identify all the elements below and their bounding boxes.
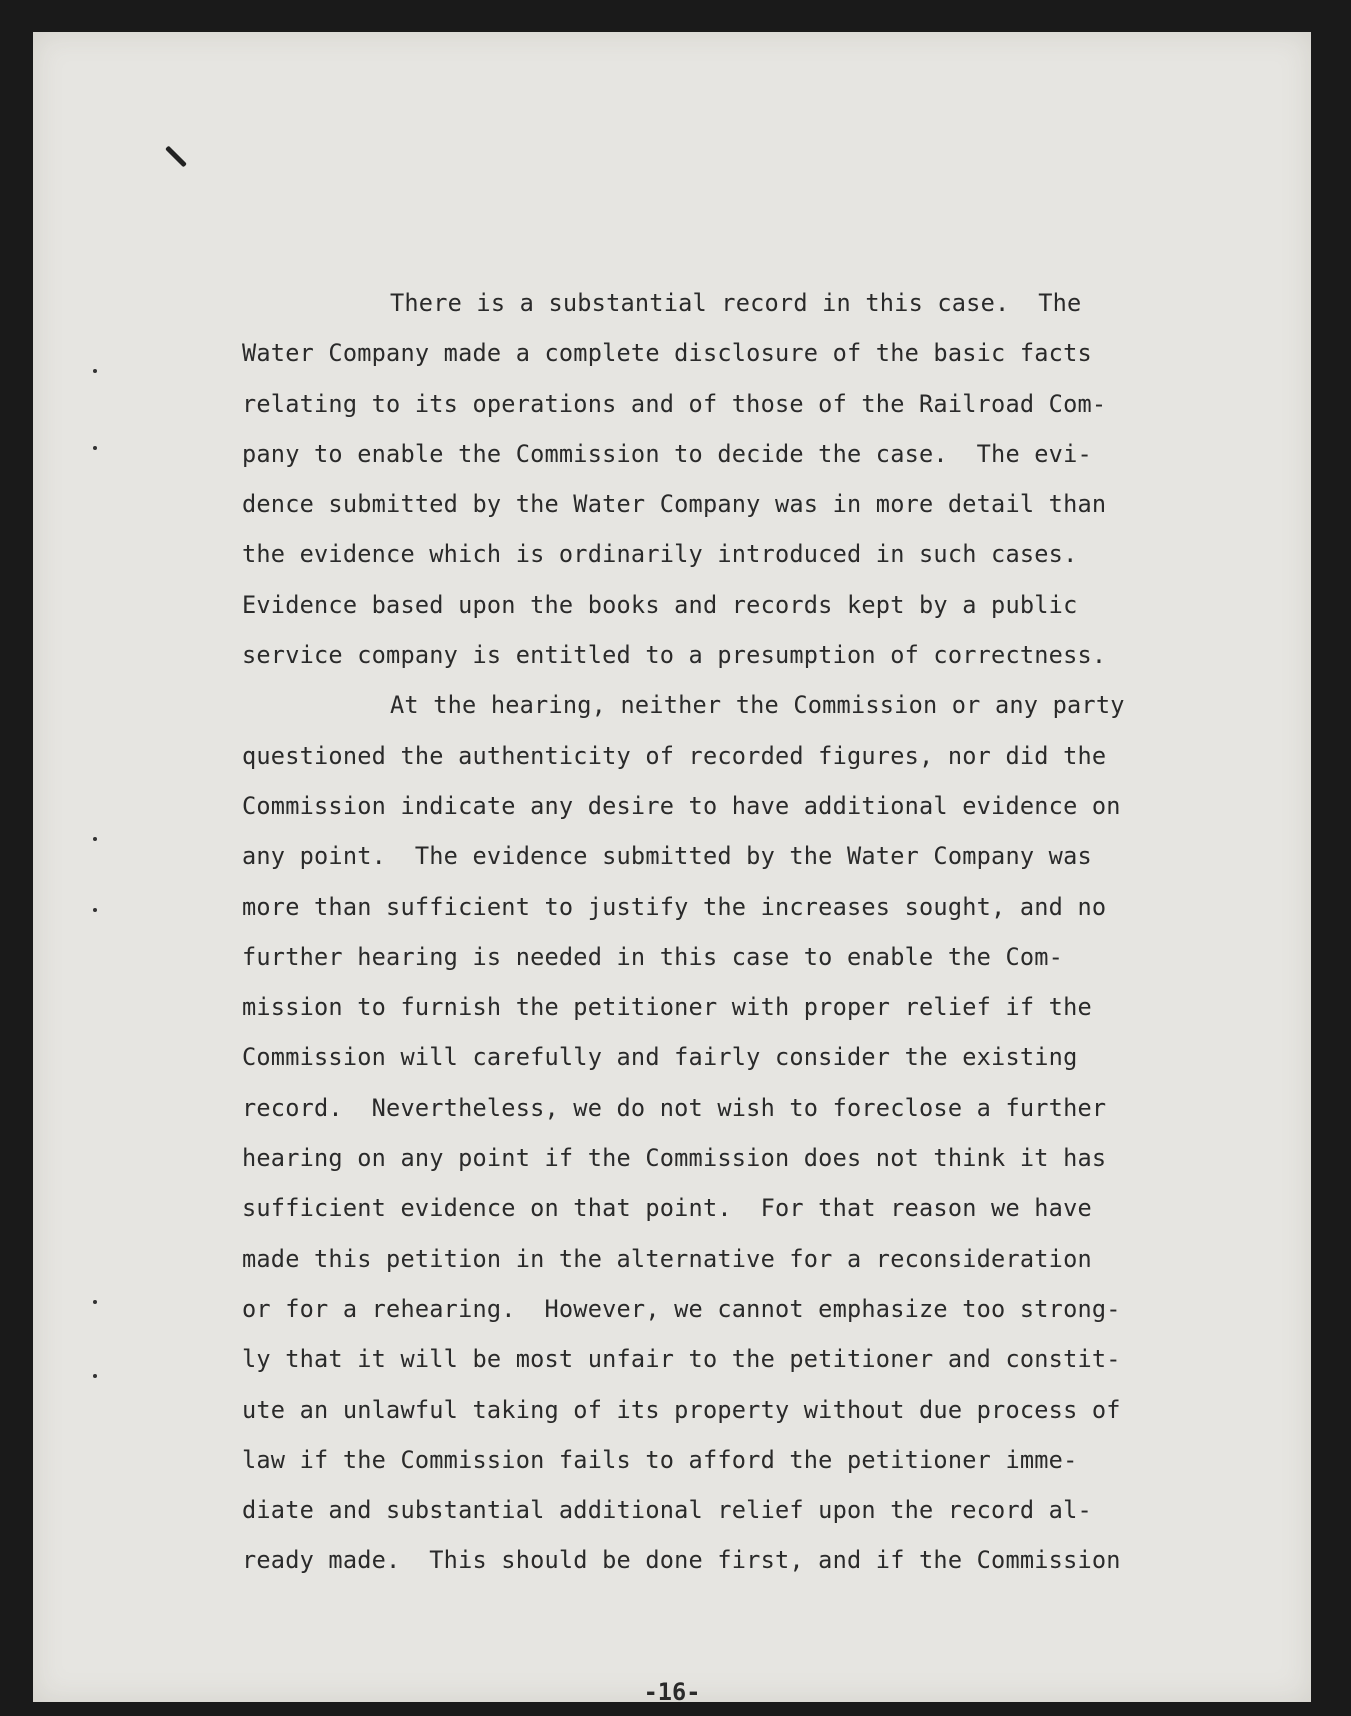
margin-dot [93, 1300, 97, 1304]
text-line: record. Nevertheless, we do not wish to foreclose a further [242, 1093, 1107, 1122]
text-line: Evidence based upon the books and records kept by a public [242, 590, 1078, 619]
margin-dot [93, 1374, 97, 1378]
text-line: Commission will carefully and fairly consider the existing [242, 1043, 1078, 1072]
text-line: mission to furnish the petitioner with proper relief if the [242, 993, 1092, 1022]
text-line: There is a substantial record in this case. The [390, 289, 1082, 317]
text-line: ute an unlawful taking of its property without due process of [242, 1395, 1121, 1424]
text-line: At the hearing, neither the Commission or any party [390, 691, 1125, 720]
text-line: more than sufficient to justify the increases sought, and no [242, 892, 1107, 921]
text-line: or for a rehearing. However, we cannot emphasize too strong- [242, 1294, 1121, 1323]
margin-dot [93, 837, 97, 841]
text-line: any point. The evidence submitted by the Water Company was [242, 842, 1092, 871]
text-line: Commission indicate any desire to have additional evidence on [242, 791, 1121, 820]
margin-dot [93, 446, 97, 450]
margin-dot [93, 908, 97, 912]
text-line: law if the Commission fails to afford the petitioner imme- [242, 1445, 1078, 1474]
text-line: service company is entitled to a presumption of correctness. [242, 641, 1107, 670]
text-line: further hearing is needed in this case to enable the Com- [242, 942, 1064, 971]
text-line: the evidence which is ordinarily introduced in such cases. [242, 540, 1078, 569]
text-line: Water Company made a complete disclosure of the basic facts [242, 339, 1092, 368]
text-line: relating to its operations and of those of the Railroad Com- [242, 389, 1107, 418]
margin-mark [165, 146, 187, 168]
margin-dot [93, 369, 97, 373]
text-line: ly that it will be most unfair to the petitioner and constit- [242, 1345, 1121, 1374]
body-text [242, 278, 1242, 1586]
text-line: questioned the authenticity of recorded figures, nor did the [242, 741, 1107, 770]
text-line: pany to enable the Commission to decide the case. The evi- [242, 439, 1092, 468]
document-page [33, 32, 1311, 1706]
text-line: hearing on any point if the Commission does not think it has [242, 1144, 1107, 1173]
text-line: sufficient evidence on that point. For that reason we have [242, 1194, 1092, 1223]
text-line: diate and substantial additional relief upon the record al- [242, 1496, 1092, 1525]
text-line: ready made. This should be done first, and if the Commission [242, 1546, 1121, 1575]
page-number: -16- [643, 1678, 701, 1706]
text-line: made this petition in the alternative for a reconsideration [242, 1244, 1092, 1273]
text-line: dence submitted by the Water Company was in more detail than [242, 490, 1107, 519]
